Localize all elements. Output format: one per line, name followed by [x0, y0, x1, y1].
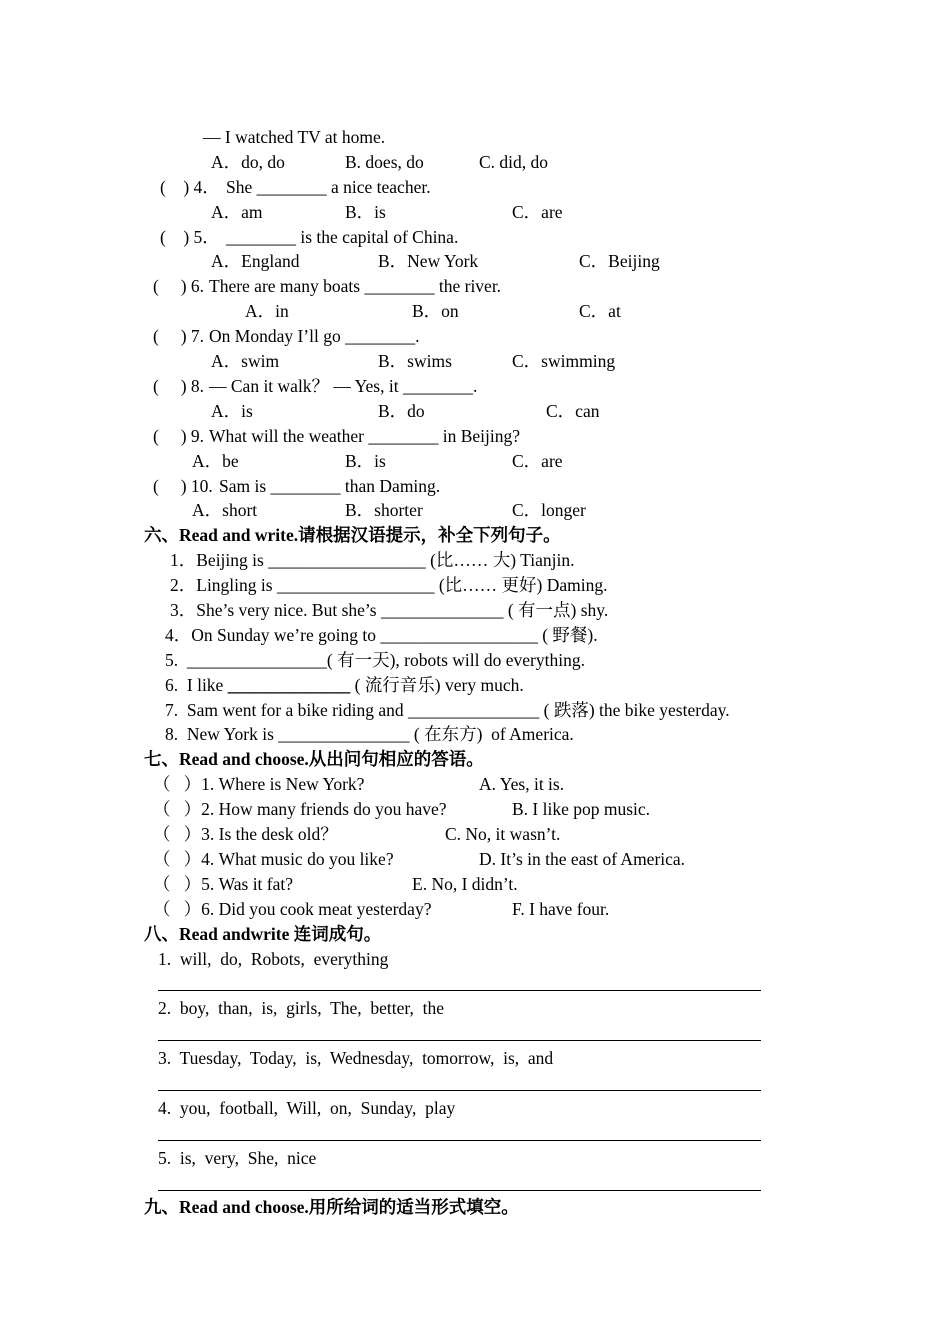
- q8-stem: — Can it walk？ — Yes, it ________.: [209, 376, 478, 396]
- s7-answer-a: A. Yes, it is.: [479, 774, 565, 794]
- q6-option-b: B．on: [412, 301, 459, 321]
- s6-item-7: 7. Sam went for a bike riding and _______________ ( 跌落) the bike yesterday.: [165, 700, 730, 720]
- q4-option-c: C．are: [512, 202, 563, 222]
- q9-option-b: B．is: [345, 451, 386, 471]
- s8-item-5: 5. is, very, She, nice: [158, 1148, 317, 1168]
- section7-heading: 七、Read and choose.从出问句相应的答语。: [144, 749, 484, 769]
- q4-number: ( ) 4．: [160, 177, 220, 197]
- q5-option-c: C．Beijing: [579, 251, 660, 271]
- s8-item-3: 3. Tuesday, Today, is, Wednesday, tomorrow, is, and: [158, 1048, 554, 1068]
- s7-question-2: （ ）2. How many friends do you have?: [153, 799, 447, 819]
- s8-answer-line-2: [158, 1040, 761, 1041]
- q7-option-b: B．swims: [378, 351, 452, 371]
- s6-item-6-blank: ______________: [227, 675, 351, 695]
- q5-option-b: B．New York: [378, 251, 479, 271]
- s6-item-1: 1．Beijing is __________________ (比…… 大) Tianjin.: [170, 550, 575, 570]
- q8-option-b: B．do: [378, 401, 425, 421]
- s6-item-5: 5. ________________( 有一天), robots will do everything.: [165, 650, 585, 670]
- s7-answer-e: E. No, I didn’t.: [412, 874, 518, 894]
- s7-question-5: （ ）5. Was it fat?: [153, 874, 294, 894]
- s7-answer-d: D. It’s in the east of America.: [479, 849, 686, 869]
- q10-stem: Sam is ________ than Daming.: [219, 476, 441, 496]
- q7-stem: On Monday I’ll go ________.: [209, 326, 420, 346]
- q5-stem: ________ is the capital of China.: [226, 227, 459, 247]
- q6-option-c: C．at: [579, 301, 621, 321]
- s7-question-6: （ ）6. Did you cook meat yesterday?: [153, 899, 432, 919]
- s8-answer-line-5: [158, 1190, 761, 1191]
- section8-heading: 八、Read andwrite 连词成句。: [144, 924, 382, 944]
- s8-item-1: 1. will, do, Robots, everything: [158, 949, 389, 969]
- s6-item-6-tail: ( 流行音乐) very much.: [350, 675, 524, 695]
- q8-option-a: A．is: [211, 401, 253, 421]
- s8-answer-line-3: [158, 1090, 761, 1091]
- q10-option-a: A．short: [192, 500, 258, 520]
- section9-heading: 九、Read and choose.用所给词的适当形式填空。: [144, 1197, 519, 1217]
- s6-item-8: 8. New York is _______________ ( 在东方) of America.: [165, 724, 574, 744]
- s7-question-3: （ ）3. Is the desk old？: [153, 824, 338, 844]
- s6-item-6-lead: 6. I like: [165, 675, 228, 695]
- q6-option-a: A．in: [245, 301, 289, 321]
- s7-answer-f: F. I have four.: [512, 899, 610, 919]
- s7-question-1: （ ）1. Where is New York?: [153, 774, 365, 794]
- section6-heading: 六、Read and write.请根据汉语提示，补全下列句子。: [144, 525, 561, 545]
- q7-number: ( ) 7.: [153, 326, 205, 346]
- q9-option-c: C．are: [512, 451, 563, 471]
- s6-item-6: [165, 674, 524, 696]
- q10-number: ( ) 10.: [153, 476, 213, 496]
- q3-answer-line: — I watched TV at home.: [203, 127, 386, 147]
- s8-answer-line-4: [158, 1140, 761, 1141]
- q3-option-c: C. did, do: [479, 152, 549, 172]
- q10-option-b: B．shorter: [345, 500, 423, 520]
- q9-number: ( ) 9.: [153, 426, 205, 446]
- q4-stem: She ________ a nice teacher.: [226, 177, 431, 197]
- q8-number: ( ) 8.: [153, 376, 205, 396]
- q7-option-a: A．swim: [211, 351, 280, 371]
- s7-question-4: （ ）4. What music do you like?: [153, 849, 394, 869]
- q6-number: ( ) 6.: [153, 276, 205, 296]
- s8-item-4: 4. you, football, Will, on, Sunday, play: [158, 1098, 456, 1118]
- q3-option-b: B. does, do: [345, 152, 424, 172]
- s7-answer-c: C. No, it wasn’t.: [445, 824, 561, 844]
- q8-option-c: C．can: [546, 401, 600, 421]
- s8-item-2: 2. boy, than, is, girls, The, better, the: [158, 998, 445, 1018]
- q6-stem: There are many boats ________ the river.: [209, 276, 502, 296]
- q9-stem: What will the weather ________ in Beijing?: [209, 426, 521, 446]
- q4-option-a: A．am: [211, 202, 263, 222]
- q4-option-b: B．is: [345, 202, 386, 222]
- q9-option-a: A．be: [192, 451, 239, 471]
- q5-number: ( ) 5．: [160, 227, 220, 247]
- q10-option-c: C．longer: [512, 500, 586, 520]
- s6-item-2: 2．Lingling is __________________ (比…… 更好) Daming.: [170, 575, 608, 595]
- q5-option-a: A．England: [211, 251, 300, 271]
- s7-answer-b: B. I like pop music.: [512, 799, 651, 819]
- s8-answer-line-1: [158, 990, 761, 991]
- s6-item-4: 4．On Sunday we’re going to __________________ ( 野餐).: [165, 625, 598, 645]
- q7-option-c: C．swimming: [512, 351, 616, 371]
- q3-option-a: A．do, do: [211, 152, 285, 172]
- s6-item-3: 3．She’s very nice. But she’s ______________ ( 有一点) shy.: [170, 600, 609, 620]
